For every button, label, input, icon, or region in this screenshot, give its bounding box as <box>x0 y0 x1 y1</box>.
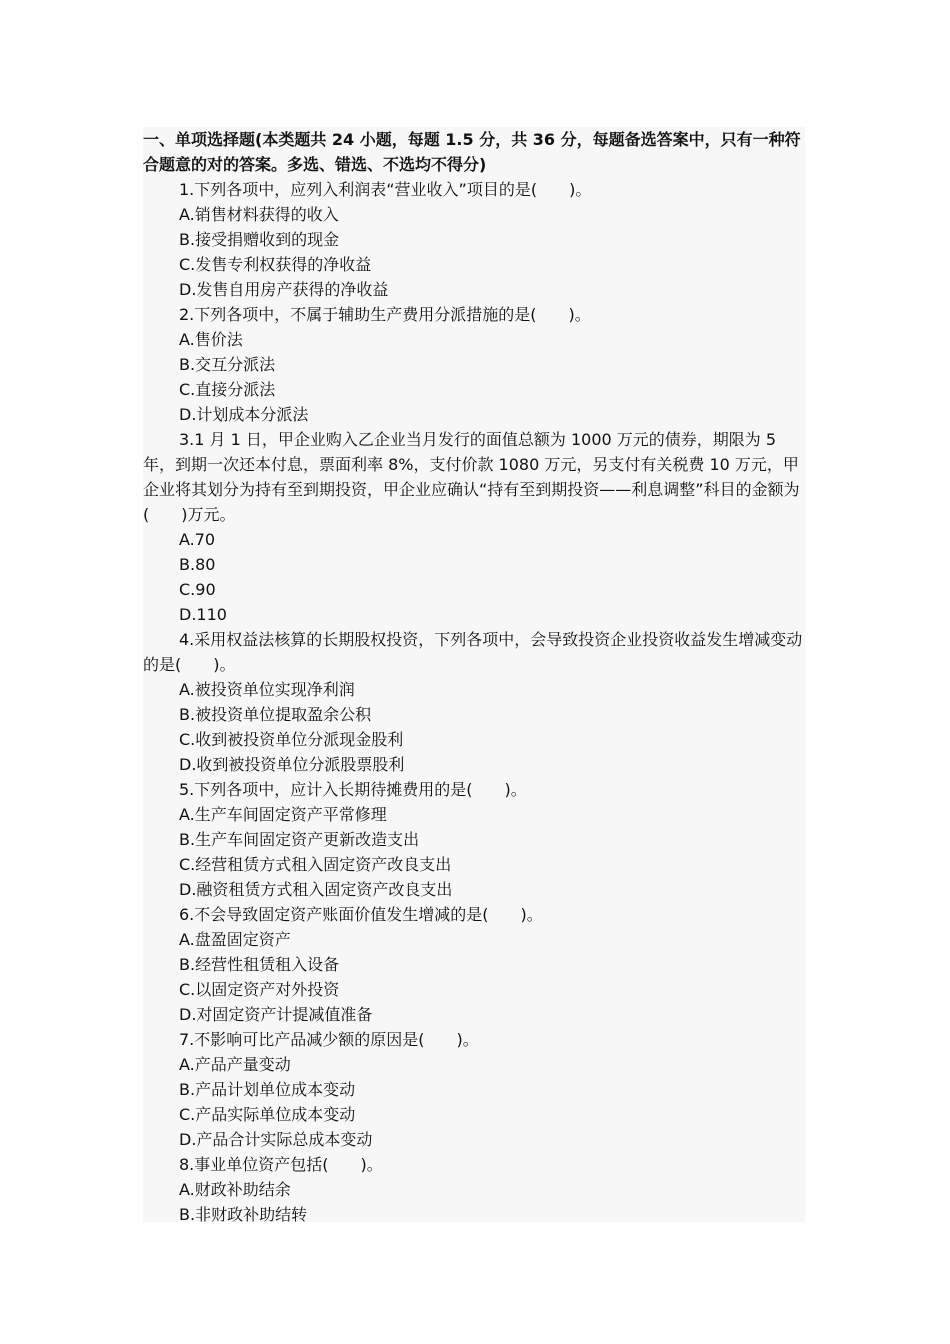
question-8-option-b: B.非财政补助结转 <box>179 1205 308 1224</box>
section-title: 一、单项选择题(本类题共 24 小题，每题 1.5 分，共 36 分，每题备选答案中，只有一种符合题意的对的答案。多选、错选、不选均不得分) <box>143 130 801 174</box>
question-2-stem: 2.下列各项中，不属于辅助生产费用分派措施的是( )。 <box>179 305 591 324</box>
question-2-option-b: B.交互分派法 <box>179 355 276 374</box>
question-2-option-c: C.直接分派法 <box>179 380 276 399</box>
question-7-stem: 7.不影响可比产品减少额的原因是( )。 <box>179 1030 479 1049</box>
question-3-stem: 3.1 月 1 日，甲企业购入乙企业当月发行的面值总额为 1000 万元的债券，期限为 5 年，到期一次还本付息，票面利率 8%，支付价款 1080 万元，另支付有关税费 10 万元，甲企业将其划分为持有至到期投资，甲企业应确认“持有至到期投资——利息调整”科目的金额为( )万元。 <box>143 430 800 524</box>
question-5-option-c: C.经营租赁方式租入固定资产改良支出 <box>179 855 452 874</box>
question-8-stem: 8.事业单位资产包括( )。 <box>179 1155 383 1174</box>
question-4-option-b: B.被投资单位提取盈余公积 <box>179 705 372 724</box>
question-5-option-b: B.生产车间固定资产更新改造支出 <box>179 830 420 849</box>
question-7-option-c: C.产品实际单位成本变动 <box>179 1105 356 1124</box>
question-6-stem: 6.不会导致固定资产账面价值发生增减的是( )。 <box>179 905 543 924</box>
question-6-option-d: D.对固定资产计提减值准备 <box>179 1005 373 1024</box>
question-3-option-b: B.80 <box>179 555 216 574</box>
question-5-option-d: D.融资租赁方式租入固定资产改良支出 <box>179 880 453 899</box>
question-4-option-c: C.收到被投资单位分派现金股利 <box>179 730 404 749</box>
question-3-option-d: D.110 <box>179 605 227 624</box>
question-2-option-a: A.售价法 <box>179 330 243 349</box>
question-1-option-c: C.发售专利权获得的净收益 <box>179 255 372 274</box>
question-1-option-d: D.发售自用房产获得的净收益 <box>179 280 389 299</box>
question-6-option-b: B.经营性租赁租入设备 <box>179 955 340 974</box>
question-8-option-a: A.财政补助结余 <box>179 1180 291 1199</box>
question-3-option-a: A.70 <box>179 530 216 549</box>
question-1-option-a: A.销售材料获得的收入 <box>179 205 339 224</box>
question-2-option-d: D.计划成本分派法 <box>179 405 309 424</box>
question-7-option-b: B.产品计划单位成本变动 <box>179 1080 356 1099</box>
question-7-option-a: A.产品产量变动 <box>179 1055 291 1074</box>
question-4-option-d: D.收到被投资单位分派股票股利 <box>179 755 405 774</box>
question-1-option-b: B.接受捐赠收到的现金 <box>179 230 340 249</box>
question-4-stem: 4.采用权益法核算的长期股权投资，下列各项中，会导致投资企业投资收益发生增减变动的是( )。 <box>143 630 803 674</box>
question-5-stem: 5.下列各项中，应计入长期待摊费用的是( )。 <box>179 780 527 799</box>
question-6-option-c: C.以固定资产对外投资 <box>179 980 340 999</box>
question-4-option-a: A.被投资单位实现净利润 <box>179 680 355 699</box>
question-5-option-a: A.生产车间固定资产平常修理 <box>179 805 387 824</box>
question-1-stem: 1.下列各项中，应列入利润表“营业收入”项目的是( )。 <box>179 180 592 199</box>
question-3-option-c: C.90 <box>179 580 216 599</box>
question-7-option-d: D.产品合计实际总成本变动 <box>179 1130 373 1149</box>
document-body <box>143 127 805 1222</box>
question-6-option-a: A.盘盈固定资产 <box>179 930 291 949</box>
